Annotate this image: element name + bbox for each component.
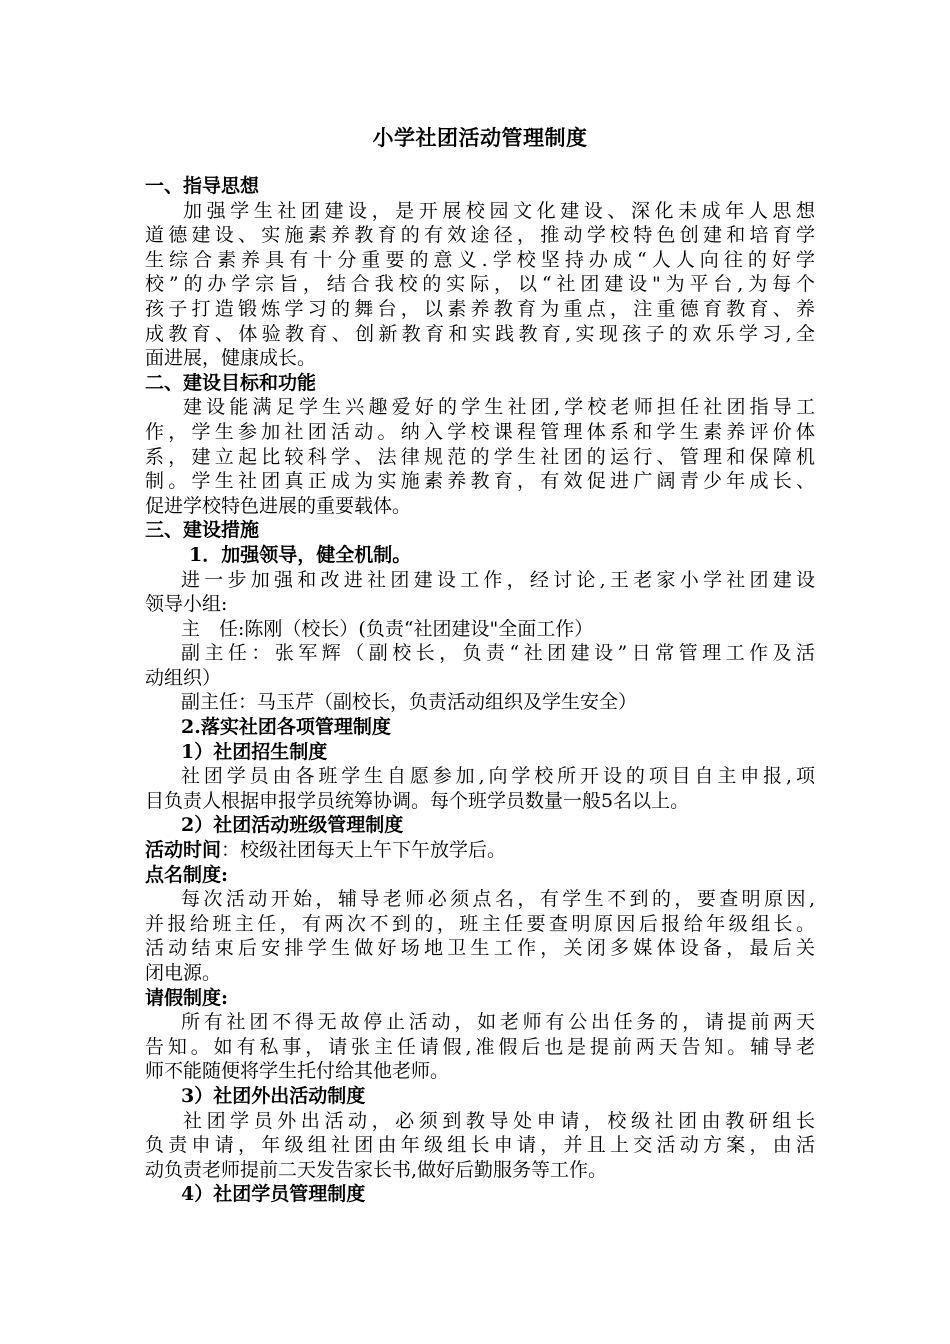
- paragraph-line: 负责申请，年级组社团由年级组长申请，并且上交活动方案，由活: [145, 1134, 815, 1157]
- paragraph-line: 领导小组:: [145, 593, 228, 616]
- section-heading: 3）社团外出活动制度: [181, 1084, 366, 1107]
- paragraph-line: 活动结束后安排学生做好场地卫生工作，关闭多媒体设备，最后关: [145, 937, 815, 960]
- document-body: [145, 174, 815, 1207]
- paragraph-line: 副主任：马玉芹（副校长，负责活动组织及学生安全）: [181, 691, 638, 714]
- section-heading: 2）社团活动班级管理制度: [181, 814, 404, 837]
- paragraph-line: 并报给班主任，有两次不到的，班主任要查明原因后报给年级组长。: [145, 912, 815, 935]
- paragraph-line: 促进学校特色进展的重要载体。: [145, 494, 412, 517]
- paragraph-line: [145, 838, 815, 863]
- paragraph-line: 目负责人根据申报学员统筹协调。每个班学员数量一般5名以上。: [145, 789, 690, 812]
- paragraph-line: 生综合素养具有十分重要的意义.学校坚持办成“人人向往的好学: [145, 248, 815, 271]
- paragraph-line: 孩子打造锻炼学习的舞台，以素养教育为重点，注重德育教育、养: [145, 297, 815, 320]
- section-heading: 4）社团学员管理制度: [181, 1183, 366, 1206]
- paragraph-line: 师不能随便将学生托付给其他老师。: [145, 1060, 450, 1083]
- section-heading: 2.落实社团各项管理制度: [181, 716, 391, 739]
- paragraph-line: 每次活动开始，辅导老师必须点名，有学生不到的，要查明原因,: [181, 888, 815, 911]
- paragraph-line: 动组织）: [145, 666, 222, 689]
- paragraph-line: 系，建立起比较科学、法律规范的学生社团的运行、管理和保障机: [145, 445, 815, 468]
- paragraph-line: 副主任：张军辉（副校长，负责“社团建设”日常管理工作及活: [181, 642, 815, 665]
- paragraph-line: 闭电源。: [145, 962, 222, 984]
- paragraph-line: 加强学生社团建设，是开展校园文化建设、深化未成年人思想: [183, 199, 815, 222]
- paragraph-line: 所有社团不得无故停止活动，如老师有公出任务的，请提前两天: [181, 1011, 815, 1034]
- section-heading: 1．加强领导，健全机制。: [189, 543, 412, 566]
- label-activity-time: 活动时间: [145, 839, 222, 862]
- paragraph-line: 动负责老师提前二天发告家长书,做好后勤服务等工作。: [145, 1158, 608, 1181]
- paragraph-line: 告知。如有私事，请张主任请假,准假后也是提前两天告知。辅导老: [145, 1035, 815, 1058]
- paragraph-line: 道德建设、实施素养教育的有效途径，推动学校特色创建和培育学: [145, 224, 815, 247]
- document-title: 小学社团活动管理制度: [372, 125, 588, 150]
- label-activity-time-value: ：校级社团每天上午下午放学后。: [221, 839, 507, 862]
- paragraph-line: 作，学生参加社团活动。纳入学校课程管理体系和学生素养评价体: [145, 420, 815, 443]
- paragraph-line: 建设能满足学生兴趣爱好的学生社团,学校老师担任社团指导工: [183, 396, 815, 419]
- document-page: [145, 122, 815, 1207]
- paragraph-line: 社团学员由各班学生自愿参加,向学校所开设的项目自主申报,项: [181, 765, 815, 788]
- paragraph-line: 面进展，健康成长。: [145, 347, 317, 370]
- paragraph-line: 进一步加强和改进社团建设工作，经讨论,王老家小学社团建设: [181, 568, 815, 591]
- section-heading: 请假制度:: [145, 986, 229, 1009]
- paragraph-line: 校”的办学宗旨，结合我校的实际，以“社团建设"为平台,为每个: [145, 273, 815, 296]
- paragraph-line: 主 任:陈刚（校长）(负责“社团建设"全面工作）: [181, 617, 594, 640]
- paragraph-line: 成教育、体验教育、创新教育和实践教育,实现孩子的欢乐学习,全: [145, 322, 815, 345]
- section-heading: 1）社团招生制度: [181, 740, 328, 763]
- section-heading: 三、建设措施: [145, 519, 260, 542]
- section-heading: 二、建设目标和功能: [145, 371, 317, 394]
- section-heading: 点名制度:: [145, 863, 229, 886]
- paragraph-line: 制。学生社团真正成为实施素养教育，有效促进广阔青少年成长、: [145, 470, 815, 493]
- section-heading: 一、指导思想: [145, 175, 260, 197]
- paragraph-line: 社团学员外出活动，必须到教导处申请，校级社团由教研组长: [183, 1109, 815, 1132]
